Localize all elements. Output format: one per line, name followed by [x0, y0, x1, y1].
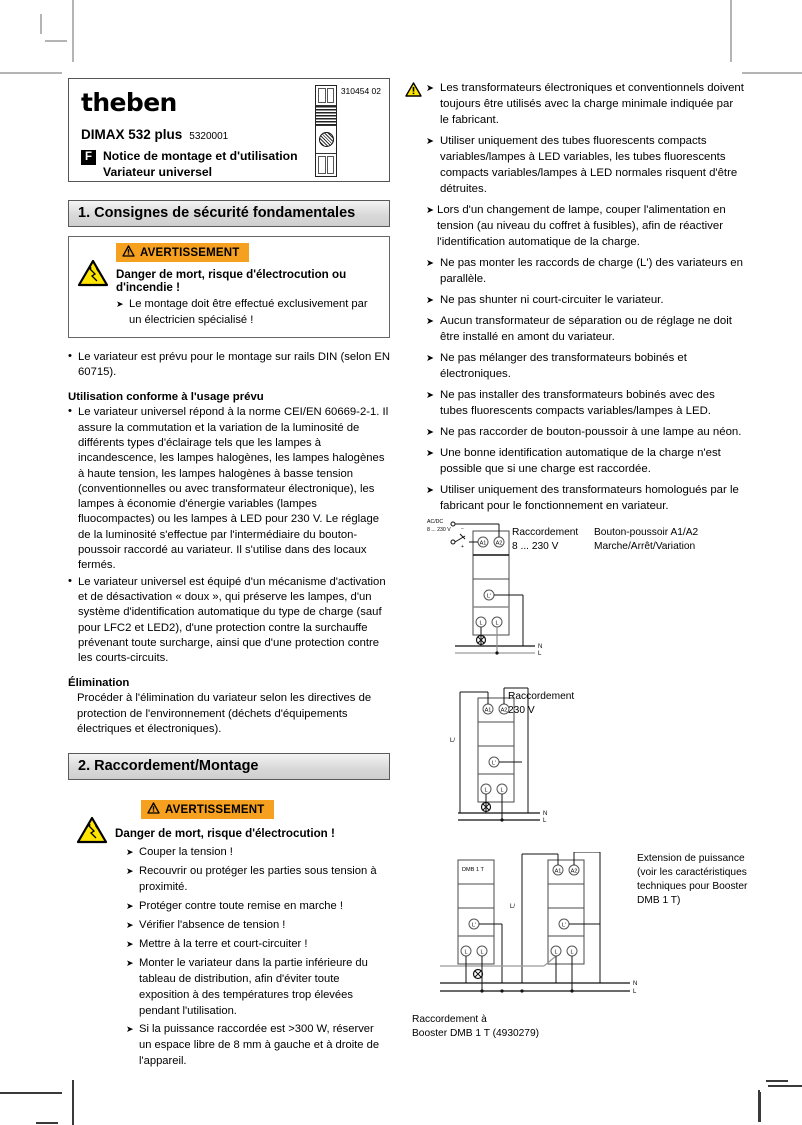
list-item: ➤ Les transformateurs électroniques et conventionnels doivent toujours être utilisés avec la charge minimale indiquée par le fabricant. [426, 80, 745, 128]
diagram-1-caption2-line2: Marche/Arrêt/Variation [594, 541, 696, 553]
brand-logo: theben [81, 88, 177, 117]
svg-text:+: + [461, 544, 464, 550]
svg-text:N: N [543, 811, 548, 817]
document-title [103, 149, 298, 180]
disposal-heading: Élimination [68, 677, 130, 690]
warning-box-1 [68, 236, 390, 338]
svg-text:L: L [538, 651, 542, 657]
left-column [68, 78, 392, 1078]
crop-mark-bottom-left-h [0, 1092, 62, 1094]
warning-triangle-mini-icon-2 [147, 802, 160, 817]
crop-mark-top-left-h [0, 72, 62, 74]
intended-use-bullets [68, 405, 392, 666]
crop-mark-top-right-v [730, 0, 732, 62]
svg-text:A2: A2 [500, 707, 508, 714]
list-item: ➤ Si la puissance raccordée est >300 W, réserver un espace libre de 8 mm à gauche et à droite de l'appareil. [126, 1022, 382, 1070]
device-terminals-top [316, 86, 336, 106]
svg-text:N: N [633, 981, 638, 987]
crop-mark-top-left-v2 [40, 14, 42, 34]
language-badge: F [81, 150, 96, 165]
svg-text:A2: A2 [570, 868, 578, 875]
right-column [405, 80, 745, 514]
list-item: ➤ Utiliser uniquement des tubes fluorescents compacts variables/lampes à LED variables, les tubes fluorescents compacts variables/lampes à LED normales risquent d'être détruites. [426, 133, 745, 197]
diagram-1-caption2-line1: Bouton-poussoir A1/A2 [594, 527, 699, 538]
warning-2-title: Danger de mort, risque d'électrocution ! [115, 827, 335, 841]
diagram-1-caption-line1: Raccordement [512, 527, 579, 538]
svg-text:A1: A1 [554, 868, 562, 875]
svg-text:L: L [500, 787, 504, 794]
diagram-1-caption-2 [594, 526, 744, 554]
list-item: ➤ Ne pas installer des transformateurs bobinés avec des tubes fluorescents compacts variables/lampes à LED. [426, 387, 745, 419]
crop-mark-top-right-h [742, 72, 802, 74]
diagram-3-caption-text: Extension de puissance (voir les caractéristiques techniques pour Booster DMB 1 T) [637, 853, 748, 907]
svg-text:L: L [570, 949, 574, 956]
device-label-band [316, 106, 336, 126]
disposal-text: Procéder à l'élimination du variateur selon les directives de protection de l'environnement (déchets d'équipements électriques et électroniques). [77, 692, 372, 736]
diagram-3-footnote [412, 1013, 632, 1041]
warning-2-tag-label: AVERTISSEMENT [165, 803, 265, 816]
list-item: ➤ Mettre à la terre et court-circuiter ! [126, 937, 382, 953]
intended-use-heading: Utilisation conforme à l'usage prévu [68, 391, 264, 404]
svg-text:L: L [633, 989, 637, 995]
list-item: • Le variateur universel est équipé d'un mécanisme d'activation et de désactivation « doux », qui préserve les lampes, d'un système d'identification automatique du type de charge (sauf pour LFC2 et LED2), d'une protection contre la surchauffe prévenant toute surcharge, ainsi que d'une protection contre les courts-circuits. [68, 575, 392, 667]
crop-mark-bottom-left-h2 [36, 1122, 58, 1124]
diagram-2-caption [508, 690, 618, 718]
warning-triangle-icon-right [405, 82, 422, 102]
crop-mark-bottom-right-v2 [759, 1092, 761, 1122]
device-thumbnail-image [315, 85, 337, 177]
list-item: ➤ Une bonne identification automatique de la charge n'est possible que si une charge est raccordée. [426, 445, 745, 477]
document-title-1: Notice de montage et d'utilisation [103, 149, 298, 163]
list-item: ➤ Ne pas mélanger des transformateurs bobinés et électroniques. [426, 350, 745, 382]
svg-text:L: L [464, 949, 468, 956]
list-item: ➤ Ne pas monter les raccords de charge (L') des variateurs en parallèle. [426, 255, 745, 287]
section-heading-2: 2. Raccordement/Montage [68, 753, 390, 780]
list-item: ➤ Le montage doit être effectué exclusivement par un électricien spécialisé ! [116, 297, 381, 329]
footnote-line1: Raccordement à [412, 1014, 487, 1025]
crop-mark-top-left-h2 [45, 40, 67, 42]
title-block [68, 78, 390, 182]
warning-triangle-mini-icon [122, 245, 135, 260]
warning-box-2 [68, 794, 390, 1078]
warning-1-tag [116, 243, 249, 262]
article-number: 310454 02 [340, 86, 381, 96]
device-terminals-bottom [316, 154, 336, 176]
diagram-3-caption [637, 852, 752, 908]
diagram-1-caption-line2: 8 ... 230 V [512, 541, 559, 553]
svg-text:AC/DC: AC/DC [427, 519, 444, 525]
svg-text:L': L' [561, 922, 567, 929]
list-item: ➤ Ne pas shunter ni court-circuiter le variateur. [426, 292, 745, 308]
right-column-list-main [405, 202, 745, 514]
right-column-list-top [426, 80, 745, 197]
svg-text:L/: L/ [510, 904, 516, 910]
booster-label: DMB 1 T [462, 867, 484, 873]
svg-text:L/: L/ [450, 738, 456, 744]
warning-2-tag [141, 800, 274, 819]
svg-text:−: − [461, 526, 464, 532]
list-item: • Le variateur universel répond à la norme CEI/EN 60669-2-1. Il assure la commutation et la variation de la luminosité de différents types d'éclairage tels que les lampes à incandescence, les lampes halogènes, les lampes halogènes à haute tension, les lampes halogènes à basse tension (conventionnelles ou avec transformateur électronique), les lampes à économie d'énergie variables (lampes fluocompactes) ou les lampes à LED pour 230 V. Le réglage de la luminosité s'effectue par l'intermédiaire du bouton-poussoir raccordé au variateur. Il s'utilise dans des locaux fermés. [68, 405, 392, 573]
svg-text:L': L' [471, 922, 477, 929]
product-name: DIMAX 532 plus [81, 127, 183, 142]
svg-text:L: L [543, 818, 547, 824]
list-item: ➤ Monter le variateur dans la partie inférieure du tableau de distribution, afin d'éviter toute exposition à des températures trop élevées pendant l'utilisation. [126, 956, 382, 1020]
electrocution-warning-triangle-icon-2 [76, 816, 108, 844]
warning-1-body [116, 243, 381, 329]
footnote-line2: Booster DMB 1 T (4930279) [412, 1028, 540, 1040]
diagram-2-caption-line2: 230 V [508, 705, 535, 717]
crop-mark-bottom-right-h2 [766, 1080, 788, 1082]
svg-text:A2: A2 [495, 540, 503, 547]
mounting-bullets [68, 350, 392, 381]
electrocution-warning-triangle-icon [77, 259, 109, 287]
list-item: ➤ Couper la tension ! [126, 845, 382, 861]
warning-2-items [115, 845, 382, 1070]
warning-1-items [116, 297, 381, 329]
svg-text:L: L [484, 787, 488, 794]
crop-mark-bottom-left-v [72, 1080, 74, 1125]
document-title-2: Variateur universel [103, 164, 213, 179]
svg-text:N: N [538, 644, 543, 650]
section-heading-1: 1. Consignes de sécurité fondamentales [68, 200, 390, 227]
crop-mark-top-left-v [72, 0, 74, 62]
svg-text:8 ... 230 V: 8 ... 230 V [427, 527, 451, 533]
list-item: • Le variateur est prévu pour le montage sur rails DIN (selon EN 60715). [68, 350, 392, 381]
product-code: 5320001 [189, 131, 229, 142]
list-item: ➤ Recouvrir ou protéger les parties sous tension à proximité. [126, 864, 382, 896]
svg-text:L': L' [486, 593, 492, 600]
svg-text:L': L' [491, 760, 497, 767]
crop-mark-bottom-right-h [768, 1085, 802, 1087]
svg-text:L: L [479, 620, 483, 627]
svg-text:L: L [495, 620, 499, 627]
svg-text:L: L [554, 949, 558, 956]
list-item: ➤ Ne pas raccorder de bouton-poussoir à une lampe au néon. [426, 424, 745, 440]
warning-1-tag-label: AVERTISSEMENT [140, 246, 240, 259]
diagram-2-caption-line1: Raccordement [508, 691, 575, 702]
wiring-diagram-3 [440, 852, 660, 1022]
list-item: ➤ Lors d'un changement de lampe, couper l'alimentation en tension (au niveau du coffret à fusibles), afin de réactiver l'identification automatique de la charge. [426, 202, 745, 250]
warning-2-body [115, 800, 382, 1070]
svg-text:L: L [480, 949, 484, 956]
list-item: ➤ Aucun transformateur de séparation ou de réglage ne doit être installé en amont du variateur. [426, 313, 745, 345]
device-dial [316, 126, 336, 154]
svg-text:A1: A1 [484, 707, 492, 714]
svg-text:A1: A1 [479, 540, 487, 547]
list-item: ➤ Protéger contre toute remise en marche ! [126, 899, 382, 915]
list-item: ➤ Vérifier l'absence de tension ! [126, 918, 382, 934]
list-item: ➤ Utiliser uniquement des transformateurs homologués par le fabricant pour le fonctionnement en variateur. [426, 482, 745, 514]
right-column-warning-head [405, 80, 745, 197]
warning-1-title: Danger de mort, risque d'électrocution ou d'incendie ! [116, 268, 347, 294]
